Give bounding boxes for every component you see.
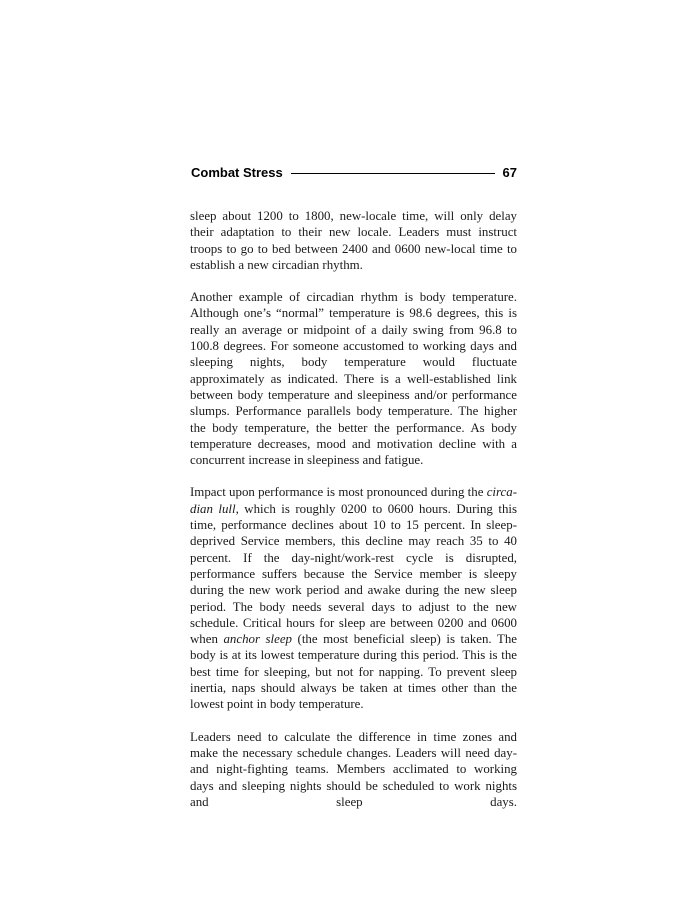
running-header <box>191 164 517 180</box>
header-rule <box>291 173 495 174</box>
paragraph-4: Leaders need to calculate the difference in time zones and make the necessary schedule changes. Leaders will need day-and night-fighting teams. Members acclimated to working days and sleeping nights should be scheduled to work nights and sleep days. <box>190 729 517 809</box>
chapter-title: Combat Stress <box>191 164 283 180</box>
body-text <box>190 208 517 810</box>
paragraph-2: Another example of circadian rhythm is body temperature. Although one’s “normal” temperature is 98.6 degrees, this is really an average or midpoint of a daily swing from 96.8 to 100.8 degrees. For someone accustomed to working days and sleeping nights, body temperature would fluctuate approximately as indicated. There is a well-established link between body temperature and sleepiness and/or performance slumps. Performance parallels body temperature. The higher the body temperature, the better the performance. As body temperature decreases, mood and motivation decline with a concurrent increase in sleepiness and fatigue. <box>190 290 517 468</box>
paragraph-3-text-b: , which is roughly 0200 to 0600 hours. During this time, performance declines about 10 to 15 percent. In sleep-deprived Service members, this decline may reach 35 to 40 percent. If the day-night/work-rest cycle is disrupted, performance suffers because the Service member is sleepy during the new work period and awake during the new sleep period. The body needs several days to adjust to the new schedule. Critical hours for sleep are between 0200 and 0600 when <box>190 501 517 647</box>
paragraph-1: sleep about 1200 to 1800, new-locale time, will only delay their adaptation to their new locale. Leaders must instruct troops to go to bed between 2400 and 0600 new-local time to establish a new circadian rhythm. <box>190 209 517 272</box>
term-circadian-lull: circadian lull <box>190 485 517 516</box>
term-anchor-sleep: anchor sleep <box>223 632 293 647</box>
paragraph-3-text-a: Impact upon performance is most pronounced during the <box>190 485 487 500</box>
paragraph-3-text-c: (the most beneficial sleep) is taken. The body is at its lowest temperature during this period. This is the best time for sleeping, but not for napping. To prevent sleep inertia, naps should always be taken at times other than the lowest point in body temperature. <box>190 632 517 712</box>
page-number: 67 <box>502 164 517 180</box>
paragraph-3 <box>190 484 517 712</box>
